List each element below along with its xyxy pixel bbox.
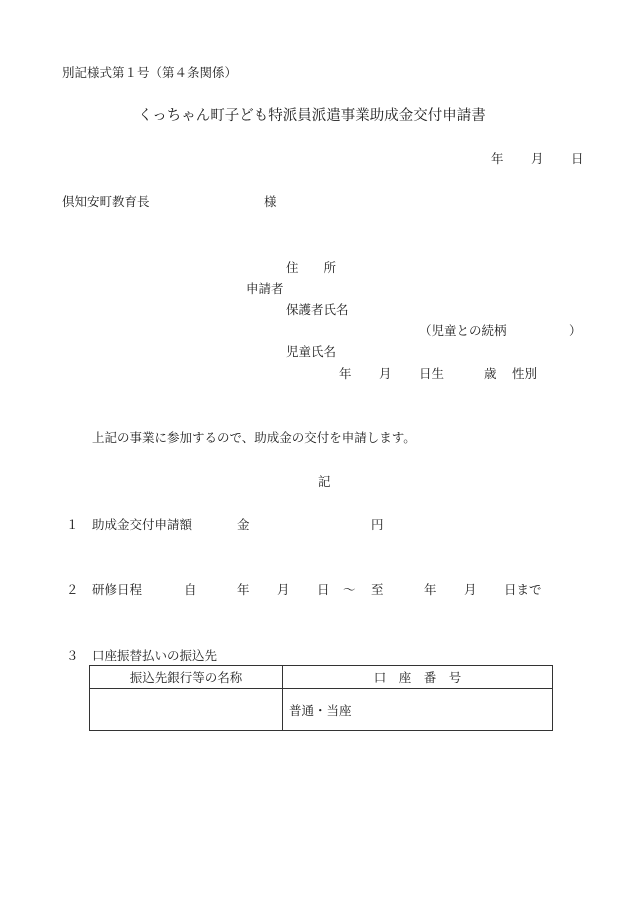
item-2-tilde: ～ (343, 582, 356, 597)
date-day: 日 (571, 151, 584, 166)
item-1-number: １ (66, 517, 79, 532)
age-label: 歳 (484, 366, 497, 381)
item-2-day1: 日 (317, 582, 330, 597)
bank-name-header: 振込先銀行等の名称 (90, 666, 283, 689)
item-2-month2: 月 (464, 582, 477, 597)
item-1-yen: 円 (371, 517, 384, 532)
item-2-number: ２ (66, 582, 79, 597)
item-1-kin: 金 (237, 517, 250, 532)
bank-transfer-table (89, 665, 553, 731)
page-title: くっちゃん町子ども特派員派遣事業助成金交付申請書 (138, 108, 486, 124)
relation-label: （児童との続柄 ） (419, 323, 582, 338)
application-statement: 上記の事業に参加するので、助成金の交付を申請します。 (92, 430, 416, 445)
table-header-row (90, 666, 553, 689)
item-3-number: ３ (66, 648, 79, 663)
birth-year-label: 年 (339, 366, 352, 381)
date-year: 年 (491, 151, 504, 166)
item-2-to: 至 (371, 582, 384, 597)
account-type-label: 普通・当座 (289, 702, 352, 718)
item-1-label: 助成金交付申請額 (92, 517, 193, 532)
guardian-name-label: 保護者氏名 (286, 302, 349, 317)
item-2-month1: 月 (277, 582, 290, 597)
item-2-year2: 年 (424, 582, 437, 597)
item-2-from: 自 (184, 582, 197, 597)
account-number-cell[interactable] (283, 689, 553, 731)
birth-day-label: 日生 (419, 366, 445, 381)
bank-name-cell[interactable] (90, 689, 283, 731)
birth-month-label: 月 (379, 366, 392, 381)
addressee-honorific: 様 (264, 194, 277, 209)
item-2-year1: 年 (237, 582, 250, 597)
date-month: 月 (531, 151, 544, 166)
child-name-label: 児童氏名 (286, 344, 337, 359)
form-number: 別記様式第１号（第４条関係） (62, 65, 238, 80)
address-label: 住 所 (286, 260, 337, 275)
applicant-label: 申請者 (246, 281, 284, 296)
item-2-day2: 日まで (504, 582, 542, 597)
sex-label: 性別 (512, 366, 538, 381)
addressee-name: 倶知安町教育長 (62, 194, 150, 209)
item-2-label: 研修日程 (92, 582, 143, 597)
ki-heading: 記 (318, 474, 331, 489)
item-3-label: 口座振替払いの振込先 (92, 648, 218, 663)
account-number-header: 口 座 番 号 (283, 666, 553, 689)
table-row (90, 689, 553, 731)
